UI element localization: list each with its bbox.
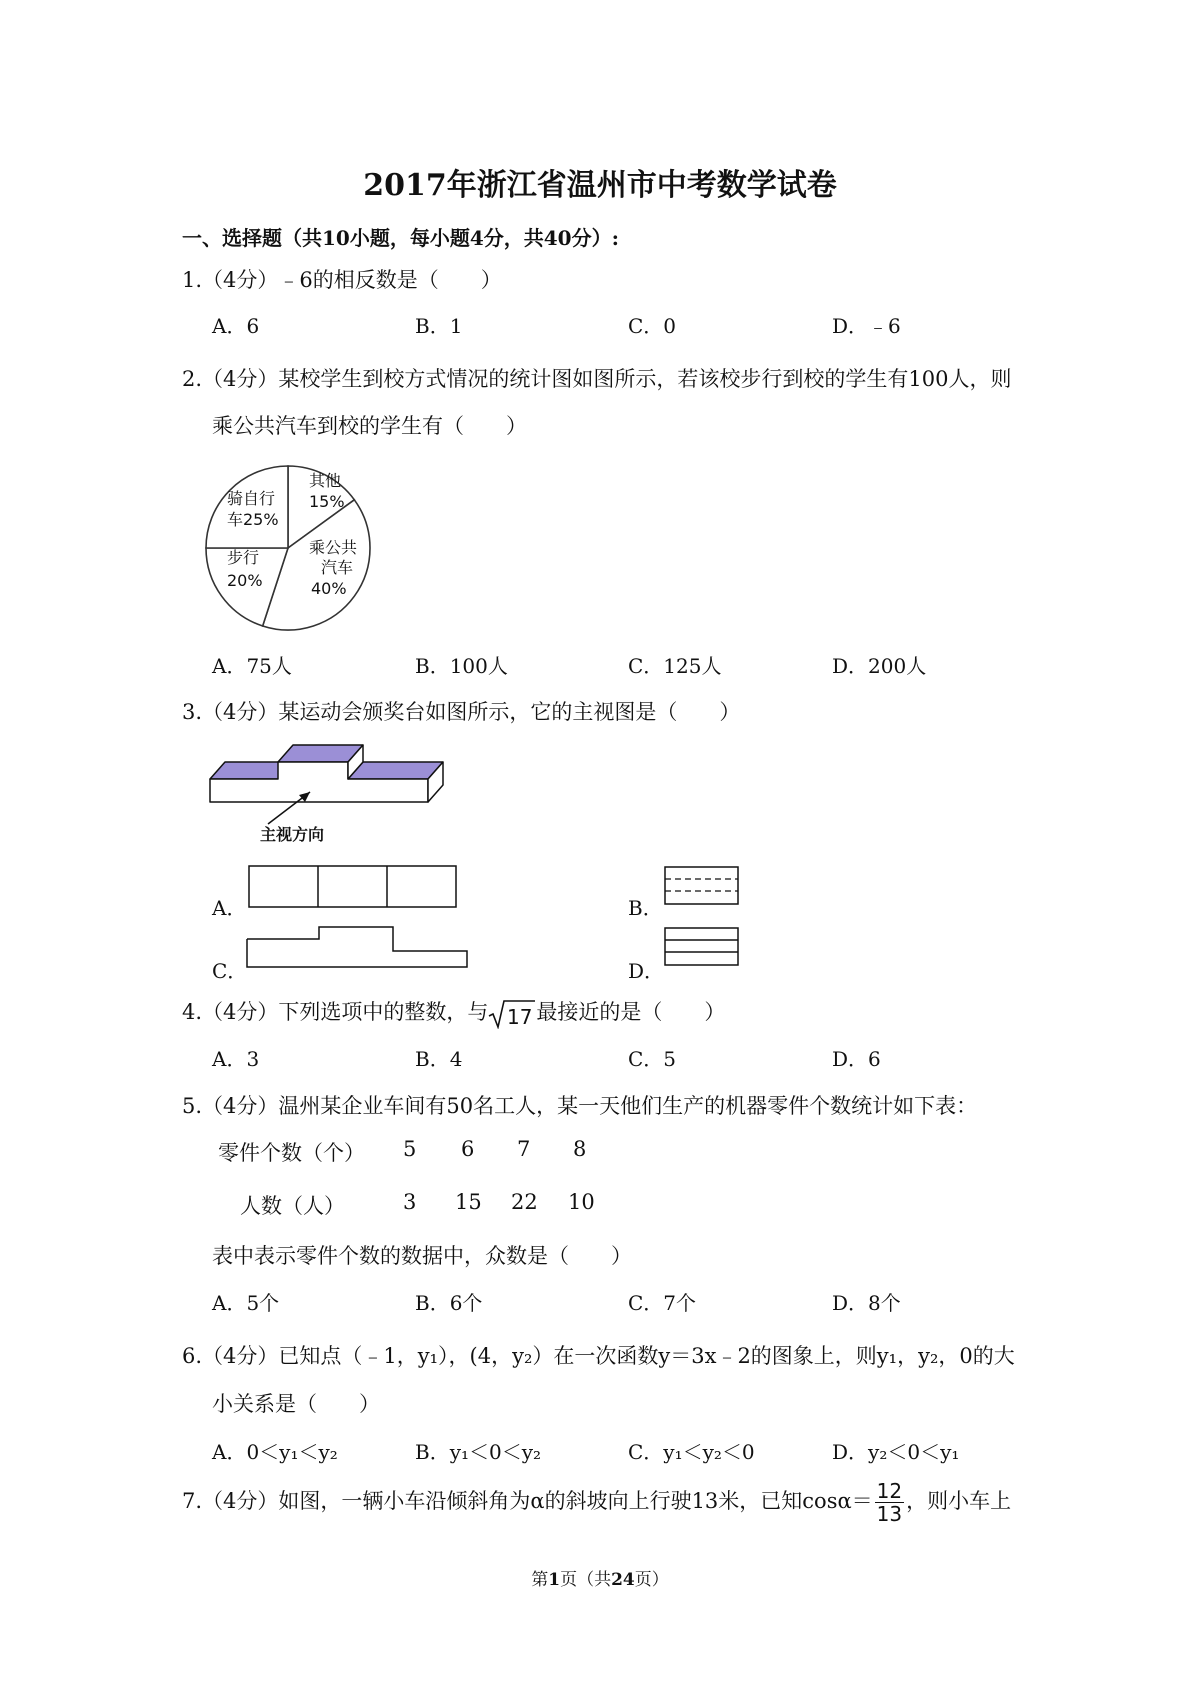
table-row2-cell: 22 — [511, 1190, 538, 1214]
q3-option-c-figure — [245, 925, 470, 970]
q6-option-a: A．0＜y₁＜y₂ — [212, 1440, 338, 1464]
q3-option-b: B． — [628, 896, 663, 920]
table-row1-cell: 5 — [403, 1137, 417, 1161]
footer-suffix: 页） — [634, 1570, 669, 1590]
question-7-stem — [182, 1480, 1011, 1525]
question-5-stem2: 表中表示零件个数的数据中，众数是（ ） — [212, 1244, 632, 1268]
pie-label-bus-name2: 汽车 — [321, 558, 354, 577]
q2-option-c: C．125人 — [628, 654, 722, 678]
question-5-stem: 5.（4分）温州某企业车间有50名工人，某一天他们生产的机器零件个数统计如下表： — [182, 1094, 978, 1118]
pie-label-walk-name: 步行 — [227, 548, 260, 567]
q6-option-b: B．y₁＜0＜y₂ — [415, 1440, 542, 1464]
pie-label-walk-value: 20% — [227, 571, 263, 590]
q7-stem-after: ，则小车上 — [906, 1489, 1012, 1513]
question-6-stem-line2: 小关系是（ ） — [212, 1392, 380, 1416]
q5-option-c: C．7个 — [628, 1291, 697, 1315]
q4-stem-after: 最接近的是（ ） — [536, 1000, 726, 1024]
question-2-stem-line1: 2.（4分）某校学生到校方式情况的统计图如图所示，若该校步行到校的学生有100人，则 — [182, 367, 1012, 391]
footer-total-pages: 24 — [611, 1570, 635, 1590]
podium-view-label: 主视方向 — [260, 825, 325, 842]
q4-option-b: B．4 — [415, 1047, 463, 1071]
q3-option-d: D． — [628, 959, 665, 983]
footer-middle: 页（共 — [560, 1570, 612, 1590]
table-row2-cell: 15 — [455, 1190, 482, 1214]
pie-label-bike-value: 车25% — [227, 510, 279, 529]
question-4-stem — [182, 996, 725, 1029]
fraction-denominator: 13 — [876, 1502, 903, 1526]
podium-top-right — [348, 762, 443, 779]
q1-option-a: A．6 — [212, 314, 260, 338]
question-1-stem: 1.（4分）﹣6的相反数是（ ） — [182, 268, 502, 292]
q2-option-d: D．200人 — [832, 654, 927, 678]
q6-option-c: C．y₁＜y₂＜0 — [628, 1440, 755, 1464]
section-heading: 一、选择题（共10小题，每小题4分，共40分）: — [182, 226, 619, 250]
question-3-stem: 3.（4分）某运动会颁奖台如图所示，它的主视图是（ ） — [182, 700, 741, 724]
q3-option-b-figure — [664, 866, 740, 906]
q5-option-b: B．6个 — [415, 1291, 483, 1315]
question-2-stem-line2: 乘公共汽车到校的学生有（ ） — [212, 414, 527, 438]
square-root — [488, 999, 536, 1029]
pie-chart — [205, 455, 405, 640]
q3-option-a: A． — [212, 896, 247, 920]
pie-label-bike-name: 骑自行 — [227, 489, 276, 508]
pie-label-other-value: 15% — [309, 492, 345, 511]
q4-option-d: D．6 — [832, 1047, 881, 1071]
fraction — [875, 1480, 904, 1525]
page-title: 2017年浙江省温州市中考数学试卷 — [363, 168, 837, 203]
q4-radicand: 17 — [507, 1004, 533, 1029]
table-row2-cell: 10 — [568, 1190, 595, 1214]
pie-label-bus-name: 乘公共 — [309, 538, 358, 557]
fraction-numerator: 12 — [876, 1479, 903, 1503]
q3-option-c: C． — [212, 959, 248, 983]
q2-option-a: A．75人 — [212, 654, 292, 678]
q4-stem-before: 4.（4分）下列选项中的整数，与 — [182, 1000, 489, 1024]
q3-option-a-figure — [248, 865, 458, 909]
q1-option-c: C．0 — [628, 314, 677, 338]
question-6-stem-line1: 6.（4分）已知点（﹣1，y₁），(4，y₂）在一次函数y＝3x﹣2的图象上，则y₁，y₂，0的大 — [182, 1344, 1015, 1368]
q1-option-d: D．﹣6 — [832, 314, 901, 338]
q3-option-d-figure — [664, 927, 740, 967]
footer-prefix: 第 — [531, 1570, 549, 1590]
footer-page-number: 1 — [548, 1570, 561, 1590]
table-row1-cell: 8 — [573, 1137, 587, 1161]
table-row1-cell: 6 — [461, 1137, 475, 1161]
q6-option-d: D．y₂＜0＜y₁ — [832, 1440, 960, 1464]
q1-option-b: B．1 — [415, 314, 463, 338]
page-footer — [0, 1565, 1200, 1590]
table-row1-cell: 7 — [517, 1137, 531, 1161]
pie-label-other-name: 其他 — [309, 471, 342, 490]
q7-stem-before: 7.（4分）如图，一辆小车沿倾斜角为α的斜坡向上行驶13米，已知cosα＝ — [182, 1489, 873, 1513]
pie-label-bus-value: 40% — [311, 579, 347, 598]
table-row2-cell: 3 — [403, 1190, 417, 1214]
q4-option-c: C．5 — [628, 1047, 677, 1071]
q4-option-a: A．3 — [212, 1047, 260, 1071]
table-row1-label: 零件个数（个） — [218, 1141, 365, 1165]
q5-option-d: D．8个 — [832, 1291, 901, 1315]
podium-figure — [208, 742, 453, 842]
q2-option-b: B．100人 — [415, 654, 508, 678]
table-row2-label: 人数（人） — [240, 1194, 345, 1218]
q5-option-a: A．5个 — [212, 1291, 280, 1315]
